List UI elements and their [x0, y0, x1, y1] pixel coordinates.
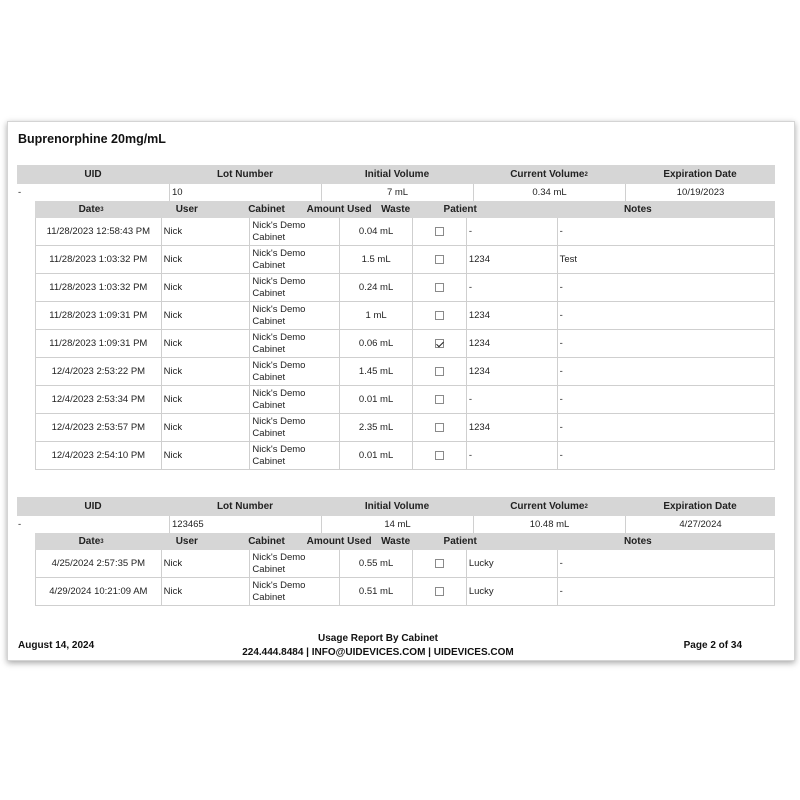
- usage-header-notes: [501, 533, 775, 550]
- row-patient: -: [467, 386, 558, 413]
- usage-header-patient-label: Patient: [443, 536, 477, 547]
- row-patient: Lucky: [467, 550, 558, 577]
- table-row: [35, 218, 775, 246]
- lot-current-volume: 10.48 mL: [474, 516, 626, 533]
- row-user: Nick: [162, 246, 251, 273]
- row-user: Nick: [162, 578, 251, 605]
- lot-number: 10: [170, 184, 322, 201]
- waste-checkbox[interactable]: [435, 283, 444, 292]
- waste-checkbox[interactable]: [435, 227, 444, 236]
- usage-header-user: [147, 201, 226, 218]
- waste-checkbox[interactable]: [435, 367, 444, 376]
- table-row: [35, 330, 775, 358]
- usage-header-date-label: Date: [78, 204, 101, 215]
- row-cabinet: Nick's Demo Cabinet: [250, 358, 340, 385]
- usage-header-user-label: User: [175, 536, 198, 547]
- usage-header-notes-label: Notes: [623, 536, 652, 547]
- lot-header-current-volume-label: Current Volume: [510, 501, 585, 512]
- table-row: [35, 386, 775, 414]
- row-patient: 1234: [467, 330, 558, 357]
- report-page: [7, 121, 795, 661]
- row-notes: -: [559, 282, 563, 293]
- usage-header-date: [35, 201, 147, 218]
- footnote-marker: 3: [100, 206, 104, 213]
- lot-header-uid: [17, 165, 169, 184]
- row-cabinet: Nick's Demo Cabinet: [250, 414, 340, 441]
- usage-header-notes-label: Notes: [623, 204, 652, 215]
- usage-header-patient: [420, 533, 501, 550]
- usage-header-amount-used-label: Amount Used: [306, 204, 372, 215]
- lot-header-lot-number-label: Lot Number: [216, 501, 274, 512]
- row-patient: 1234: [467, 246, 558, 273]
- row-waste: [413, 218, 467, 245]
- row-notes: -: [559, 558, 563, 569]
- row-notes: -: [559, 366, 563, 377]
- row-date: 11/28/2023 1:09:31 PM: [36, 302, 162, 329]
- row-amount-used: 0.01 mL: [340, 442, 413, 469]
- usage-rows: [35, 550, 775, 606]
- lot-header-lot-number-label: Lot Number: [216, 169, 274, 180]
- row-patient: -: [467, 218, 558, 245]
- lot-number: 123465: [170, 516, 322, 533]
- row-cabinet: Nick's Demo Cabinet: [250, 246, 340, 273]
- lot-expiration-date: 4/27/2024: [679, 519, 722, 530]
- row-waste: [413, 302, 467, 329]
- lot-expiration-date: 10/19/2023: [676, 187, 725, 198]
- footnote-marker: 2: [584, 503, 588, 510]
- row-date: 12/4/2023 2:53:22 PM: [36, 358, 162, 385]
- lot-header: [17, 165, 775, 184]
- row-notes: -: [559, 586, 563, 597]
- row-notes: -: [559, 310, 563, 321]
- row-cabinet: Nick's Demo Cabinet: [250, 550, 340, 577]
- usage-header-notes: [501, 201, 775, 218]
- waste-checkbox[interactable]: [435, 255, 444, 264]
- lot-values-row: [17, 516, 775, 533]
- table-row: [35, 550, 775, 578]
- lot-initial-volume: 7 mL: [322, 184, 474, 201]
- row-user: Nick: [162, 302, 251, 329]
- table-row: [35, 578, 775, 606]
- row-user: Nick: [162, 358, 251, 385]
- waste-checkbox[interactable]: [435, 559, 444, 568]
- lot-header-initial-volume-label: Initial Volume: [364, 501, 430, 512]
- waste-checkbox[interactable]: [435, 451, 444, 460]
- footer-date: August 14, 2024: [18, 640, 95, 651]
- footer-contact: 224.444.8484 | INFO@UIDEVICES.COM | UIDEVICES.COM: [242, 647, 514, 658]
- row-patient: Lucky: [467, 578, 558, 605]
- row-waste: [413, 330, 467, 357]
- footer-center: [8, 632, 748, 660]
- usage-header-date: [35, 533, 147, 550]
- waste-checkbox[interactable]: [435, 339, 444, 348]
- usage-header: [35, 533, 775, 550]
- row-cabinet: Nick's Demo Cabinet: [250, 274, 340, 301]
- row-amount-used: 0.55 mL: [340, 550, 413, 577]
- usage-header-amount-used-label: Amount Used: [306, 536, 372, 547]
- lot-header-expiration-date: [625, 497, 775, 516]
- usage-header-cabinet-label: Cabinet: [248, 536, 285, 547]
- row-user: Nick: [162, 442, 251, 469]
- row-waste: [413, 386, 467, 413]
- usage-header-cabinet: [226, 201, 306, 218]
- usage-header-cabinet-label: Cabinet: [248, 204, 285, 215]
- row-amount-used: 2.35 mL: [340, 414, 413, 441]
- lot-header: [17, 497, 775, 516]
- lot-header-expiration-date-label: Expiration Date: [663, 501, 737, 512]
- lot-header-current-volume: [473, 497, 625, 516]
- row-notes: -: [559, 450, 563, 461]
- footnote-marker: 3: [100, 538, 104, 545]
- row-patient: -: [467, 442, 558, 469]
- usage-header-amount-used: [307, 533, 372, 550]
- row-patient: 1234: [467, 414, 558, 441]
- row-cabinet: Nick's Demo Cabinet: [250, 578, 340, 605]
- row-amount-used: 1.45 mL: [340, 358, 413, 385]
- usage-header-patient: [420, 201, 501, 218]
- row-cabinet: Nick's Demo Cabinet: [250, 302, 340, 329]
- lot-uid: -: [17, 184, 170, 201]
- usage-header-waste-label: Waste: [381, 536, 411, 547]
- row-amount-used: 1 mL: [340, 302, 413, 329]
- row-amount-used: 0.04 mL: [340, 218, 413, 245]
- lot-header-lot-number: [169, 497, 321, 516]
- table-row: [35, 358, 775, 386]
- row-date: 11/28/2023 1:09:31 PM: [36, 330, 162, 357]
- usage-header-cabinet: [226, 533, 306, 550]
- row-notes: -: [559, 338, 563, 349]
- lot-header-uid: [17, 497, 169, 516]
- lot-values-row: [17, 184, 775, 201]
- row-waste: [413, 578, 467, 605]
- lot-current-volume: 0.34 mL: [474, 184, 626, 201]
- usage-header-patient-label: Patient: [443, 204, 477, 215]
- table-row: [35, 414, 775, 442]
- lot-header-current-volume: [473, 165, 625, 184]
- table-row: [35, 302, 775, 330]
- row-cabinet: Nick's Demo Cabinet: [250, 386, 340, 413]
- row-patient: 1234: [467, 358, 558, 385]
- row-user: Nick: [162, 386, 251, 413]
- usage-header-amount-used: [307, 201, 372, 218]
- row-amount-used: 0.51 mL: [340, 578, 413, 605]
- usage-header-waste-label: Waste: [381, 204, 411, 215]
- row-amount-used: 0.06 mL: [340, 330, 413, 357]
- lot-header-initial-volume-label: Initial Volume: [364, 169, 430, 180]
- lot-header-initial-volume: [321, 497, 473, 516]
- usage-header-date-label: Date: [78, 536, 101, 547]
- table-row: [35, 246, 775, 274]
- row-waste: [413, 274, 467, 301]
- row-amount-used: 0.01 mL: [340, 386, 413, 413]
- waste-checkbox[interactable]: [435, 587, 444, 596]
- row-waste: [413, 414, 467, 441]
- waste-checkbox[interactable]: [435, 311, 444, 320]
- lot-header-lot-number: [169, 165, 321, 184]
- waste-checkbox[interactable]: [435, 395, 444, 404]
- row-user: Nick: [162, 414, 251, 441]
- row-date: 12/4/2023 2:53:57 PM: [36, 414, 162, 441]
- row-cabinet: Nick's Demo Cabinet: [250, 218, 340, 245]
- row-patient: 1234: [467, 302, 558, 329]
- row-cabinet: Nick's Demo Cabinet: [250, 330, 340, 357]
- usage-rows: [35, 218, 775, 470]
- table-row: [35, 442, 775, 470]
- row-amount-used: 1.5 mL: [340, 246, 413, 273]
- row-waste: [413, 358, 467, 385]
- footer-page-number: Page 2 of 34: [683, 640, 742, 651]
- row-waste: [413, 442, 467, 469]
- usage-header-user-label: User: [175, 204, 198, 215]
- row-date: 4/25/2024 2:57:35 PM: [36, 550, 162, 577]
- row-date: 11/28/2023 1:03:32 PM: [36, 246, 162, 273]
- footnote-marker: 2: [584, 171, 588, 178]
- lot-header-initial-volume: [321, 165, 473, 184]
- row-cabinet: Nick's Demo Cabinet: [250, 442, 340, 469]
- row-waste: [413, 246, 467, 273]
- row-date: 11/28/2023 1:03:32 PM: [36, 274, 162, 301]
- row-notes: -: [559, 226, 563, 237]
- lot-uid: -: [17, 516, 170, 533]
- row-user: Nick: [162, 274, 251, 301]
- table-row: [35, 274, 775, 302]
- drug-title: Buprenorphine 20mg/mL: [18, 132, 166, 146]
- lot-header-uid-label: UID: [84, 501, 102, 512]
- row-amount-used: 0.24 mL: [340, 274, 413, 301]
- row-notes: Test: [559, 254, 578, 265]
- row-date: 4/29/2024 10:21:09 AM: [36, 578, 162, 605]
- row-date: 12/4/2023 2:53:34 PM: [36, 386, 162, 413]
- row-user: Nick: [162, 550, 251, 577]
- row-date: 11/28/2023 12:58:43 PM: [36, 218, 162, 245]
- lot-header-expiration-date: [625, 165, 775, 184]
- usage-header: [35, 201, 775, 218]
- lot-header-current-volume-label: Current Volume: [510, 169, 585, 180]
- usage-header-user: [147, 533, 226, 550]
- usage-header-waste: [372, 533, 420, 550]
- row-date: 12/4/2023 2:54:10 PM: [36, 442, 162, 469]
- lot-initial-volume: 14 mL: [322, 516, 474, 533]
- row-user: Nick: [162, 218, 251, 245]
- row-patient: -: [467, 274, 558, 301]
- lot-header-expiration-date-label: Expiration Date: [663, 169, 737, 180]
- lot-header-uid-label: UID: [84, 169, 102, 180]
- row-user: Nick: [162, 330, 251, 357]
- waste-checkbox[interactable]: [435, 423, 444, 432]
- row-notes: -: [559, 394, 563, 405]
- usage-header-waste: [372, 201, 420, 218]
- row-notes: -: [559, 422, 563, 433]
- footer-report-title: Usage Report By Cabinet: [317, 633, 439, 644]
- row-waste: [413, 550, 467, 577]
